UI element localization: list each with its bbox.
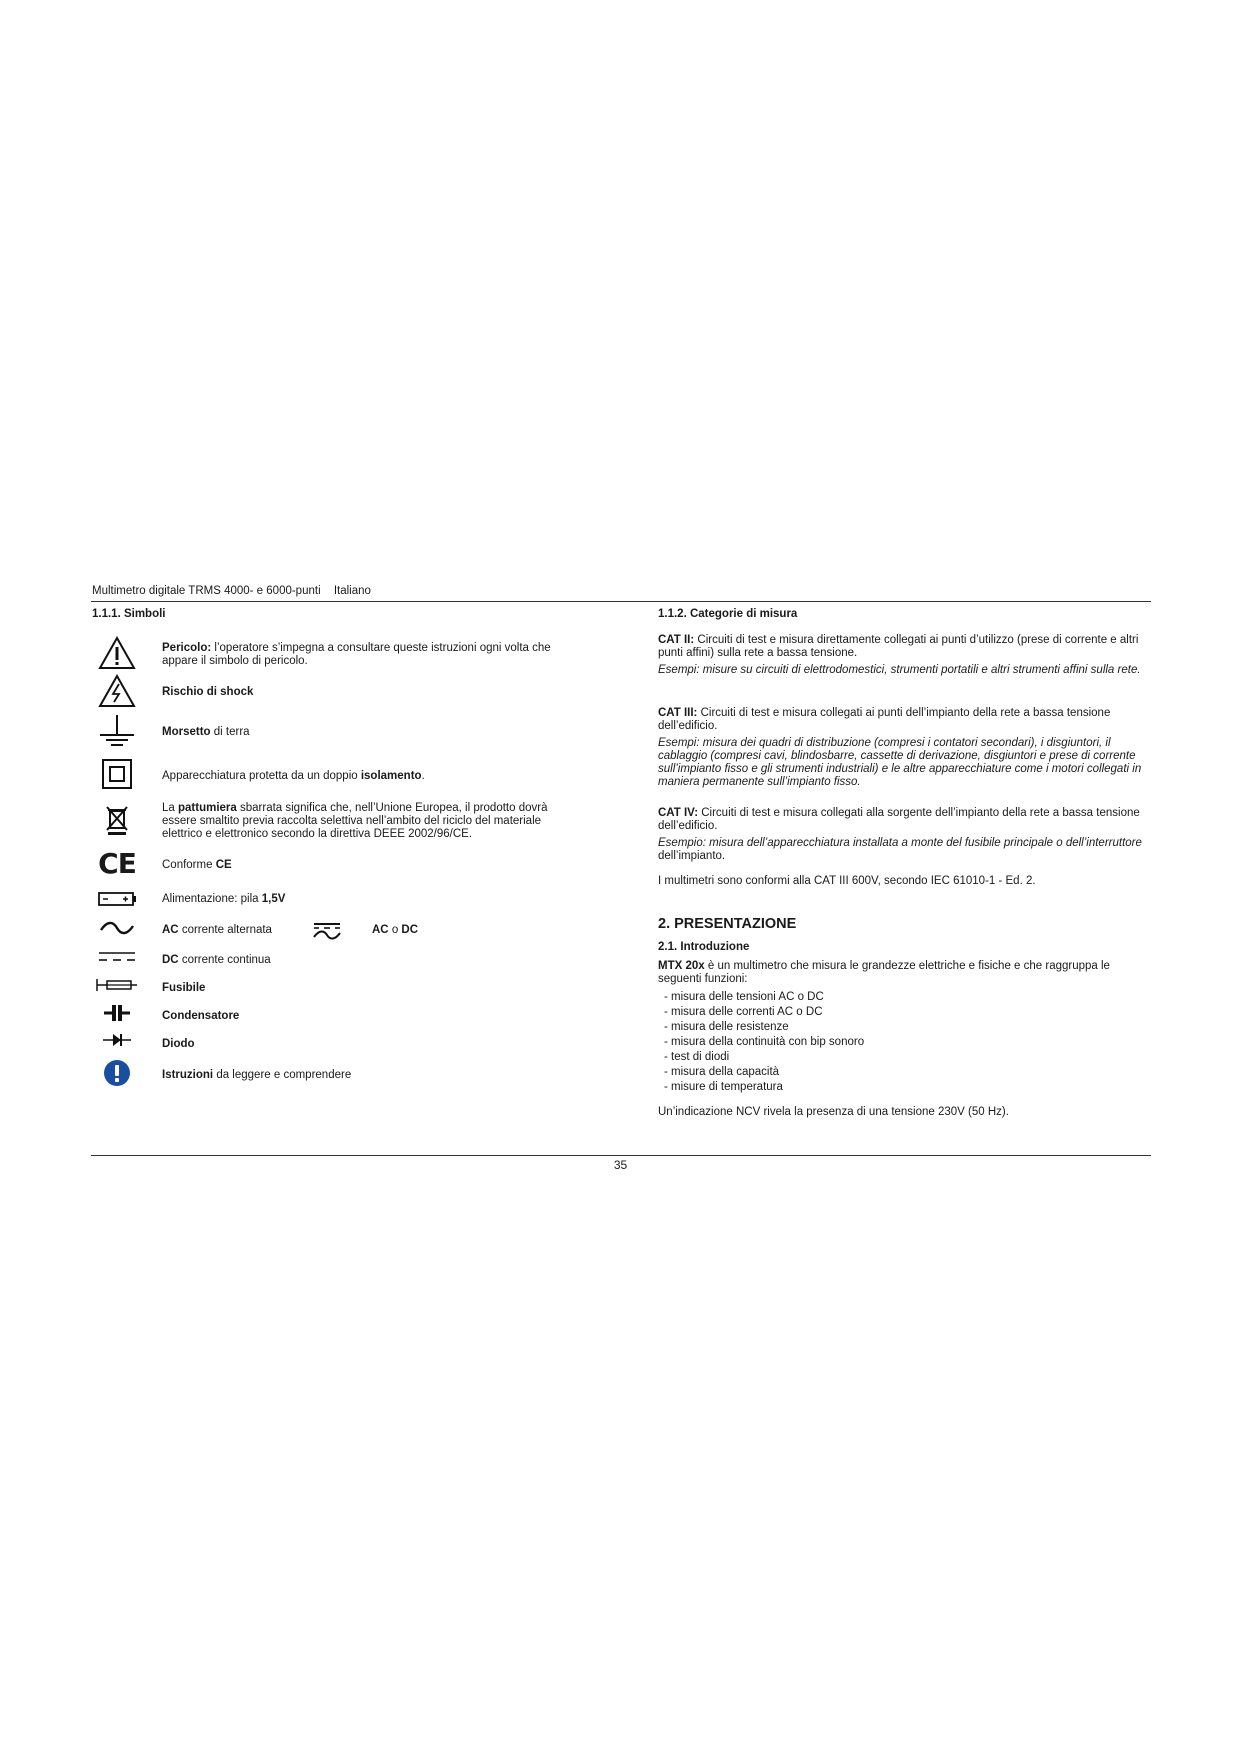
cat-iii-text: CAT III: Circuiti di test e misura collegati ai punti dell’impianto della rete a bassa tensione dell’edificio. xyxy=(658,707,1111,732)
symbol-acdc-text: AC o DC xyxy=(372,924,419,936)
list-item: - misura della continuità con bip sonoro xyxy=(658,1035,1148,1050)
ac-dc-icon xyxy=(302,920,352,942)
warning-triangle-icon xyxy=(92,636,142,670)
fuse-icon xyxy=(92,977,142,993)
categories-heading: 1.1.2. Categorie di misura xyxy=(658,608,798,620)
header-rule xyxy=(91,601,1151,602)
symbol-shock-text: Rischio di shock xyxy=(162,686,254,698)
introduction-heading: 2.1. Introduzione xyxy=(658,941,750,953)
ac-wave-icon xyxy=(92,920,142,936)
symbols-column xyxy=(92,608,612,1081)
header-language: Italiano xyxy=(333,585,371,597)
list-item: - misure di temperatura xyxy=(658,1080,1148,1095)
earth-ground-icon xyxy=(92,714,142,748)
capacitor-icon xyxy=(92,1003,142,1023)
cat-ii-text: CAT II: Circuiti di test e misura direttamente collegati ai punti d’utilizzo (prese di corrente e altri punti affini) sulla rete a bassa tensione. xyxy=(658,634,1139,659)
symbol-earth-text: Morsetto di terra xyxy=(162,726,250,738)
categories-column xyxy=(658,608,1148,1118)
presentation-heading: 2. PRESENTAZIONE xyxy=(658,916,797,932)
cat-iv-text: CAT IV: Circuiti di test e misura collegati alla sorgente dell’impianto della rete a bassa tensione dell’edificio. xyxy=(658,807,1140,832)
cat-iv-example: Esempio: misura dell’apparecchiatura installata a monte del fusibile principale o dell’interruttore dell’impianto. xyxy=(658,837,1142,862)
intro-text: MTX 20x è un multimetro che misura le grandezze elettriche e fisiche e che raggruppa le seguenti funzioni: xyxy=(658,960,1110,985)
symbol-fuse-text: Fusibile xyxy=(162,982,206,994)
list-item: - misura della capacità xyxy=(658,1065,1148,1080)
diode-icon xyxy=(92,1031,142,1049)
double-insulation-icon xyxy=(92,758,142,790)
functions-list xyxy=(658,990,1148,1095)
conformity-text: I multimetri sono conformi alla CAT III 600V, secondo IEC 61010-1 - Ed. 2. xyxy=(658,875,1036,887)
shock-triangle-icon xyxy=(92,674,142,708)
footer-rule xyxy=(91,1155,1151,1156)
symbol-diode-text: Diodo xyxy=(162,1038,195,1050)
cat-iii-block xyxy=(658,707,1148,789)
ncv-text: Un’indicazione NCV rivela la presenza di una tensione 230V (50 Hz). xyxy=(658,1106,1009,1118)
list-item: - misura delle correnti AC o DC xyxy=(658,1005,1148,1020)
list-item: - misura delle tensioni AC o DC xyxy=(658,990,1148,1005)
battery-icon xyxy=(92,890,142,908)
symbol-capacitor-text: Condensatore xyxy=(162,1010,240,1022)
list-item: - test di diodi xyxy=(658,1050,1148,1065)
symbol-danger-text: Pericolo: l’operatore s’impegna a consultare queste istruzioni ogni volta che appare il simbolo di pericolo. xyxy=(162,642,551,667)
running-header xyxy=(92,585,371,597)
dc-lines-icon xyxy=(92,950,142,964)
symbol-insulation-text: Apparecchiatura protetta da un doppio isolamento. xyxy=(162,770,425,782)
symbols-heading: 1.1.1. Simboli xyxy=(92,608,166,620)
ce-mark-icon: CE xyxy=(98,847,136,880)
symbol-weee-text: La pattumiera sbarrata significa che, nell’Unione Europea, il prodotto dovrà essere smaltito previa raccolta selettiva nell’ambito del riciclo del materiale elettrico e elettronico secondo la direttiva DEEE 2002/96/CE. xyxy=(162,802,548,840)
page-number: 35 xyxy=(613,1158,628,1172)
cat-iv-block xyxy=(658,807,1148,863)
crossed-bin-icon xyxy=(92,804,142,836)
symbol-info-text: Istruzioni da leggere e comprendere xyxy=(162,1069,352,1081)
cat-ii-example: Esempi: misure su circuiti di elettrodomestici, strumenti portatili e altri strumenti affini sulla rete. xyxy=(658,664,1141,676)
symbol-battery-text: Alimentazione: pila 1,5V xyxy=(162,893,286,905)
cat-ii-block xyxy=(658,634,1148,677)
cat-iii-example: Esempi: misura dei quadri di distribuzione (compresi i contatori secondari), i disgiuntori, il cablaggio (compresi cavi, blindosbarre, cassette di derivazione, disgiuntori e prese di corrente sull’impianto fisso e gli strumenti industriali) e le altre apparecchiature come i motori collegati in maniera permanente sull’impianto fisso. xyxy=(658,737,1142,788)
header-title: Multimetro digitale TRMS 4000- e 6000-punti xyxy=(92,585,321,597)
symbol-dc-text: DC corrente continua xyxy=(162,954,271,966)
instructions-info-icon xyxy=(92,1059,142,1087)
symbol-ac-text: AC corrente alternata xyxy=(162,924,272,936)
symbol-ce-text: Conforme CE xyxy=(162,859,232,871)
list-item: - misura delle resistenze xyxy=(658,1020,1148,1035)
